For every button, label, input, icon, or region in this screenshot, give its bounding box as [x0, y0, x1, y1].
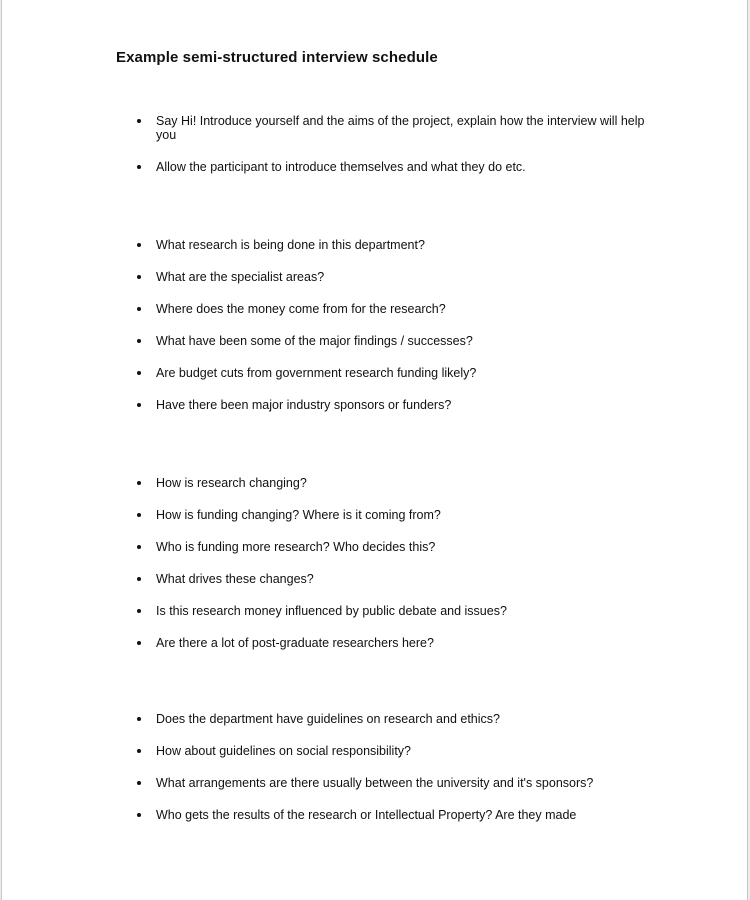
list-item: Allow the participant to introduce themselves and what they do etc.	[135, 160, 660, 174]
list-item: What research is being done in this department?	[135, 238, 660, 252]
list-item: What arrangements are there usually between the university and it's sponsors?	[135, 776, 660, 790]
page-title: Example semi-structured interview schedule	[116, 49, 438, 66]
list-item: Are budget cuts from government research funding likely?	[135, 366, 660, 380]
list-item: What are the specialist areas?	[135, 270, 660, 284]
list-item: Who is funding more research? Who decides this?	[135, 540, 660, 554]
list-item: How is funding changing? Where is it coming from?	[135, 508, 660, 522]
list-item: Say Hi! Introduce yourself and the aims of the project, explain how the interview will help you	[135, 114, 660, 142]
question-group-intro	[135, 114, 660, 192]
list-item: Are there a lot of post-graduate researchers here?	[135, 636, 660, 650]
list-item: What have been some of the major findings / successes?	[135, 334, 660, 348]
list-item: How is research changing?	[135, 476, 660, 490]
list-item: Who gets the results of the research or Intellectual Property? Are they made	[135, 808, 660, 822]
list-item: Have there been major industry sponsors or funders?	[135, 398, 660, 412]
list-item: What drives these changes?	[135, 572, 660, 586]
list-item: Does the department have guidelines on research and ethics?	[135, 712, 660, 726]
question-group-change	[135, 476, 660, 668]
list-item: Where does the money come from for the research?	[135, 302, 660, 316]
list-item: Is this research money influenced by public debate and issues?	[135, 604, 660, 618]
question-group-guidelines	[135, 712, 660, 840]
list-item: How about guidelines on social responsibility?	[135, 744, 660, 758]
question-group-research	[135, 238, 660, 430]
document-page	[1, 0, 748, 900]
